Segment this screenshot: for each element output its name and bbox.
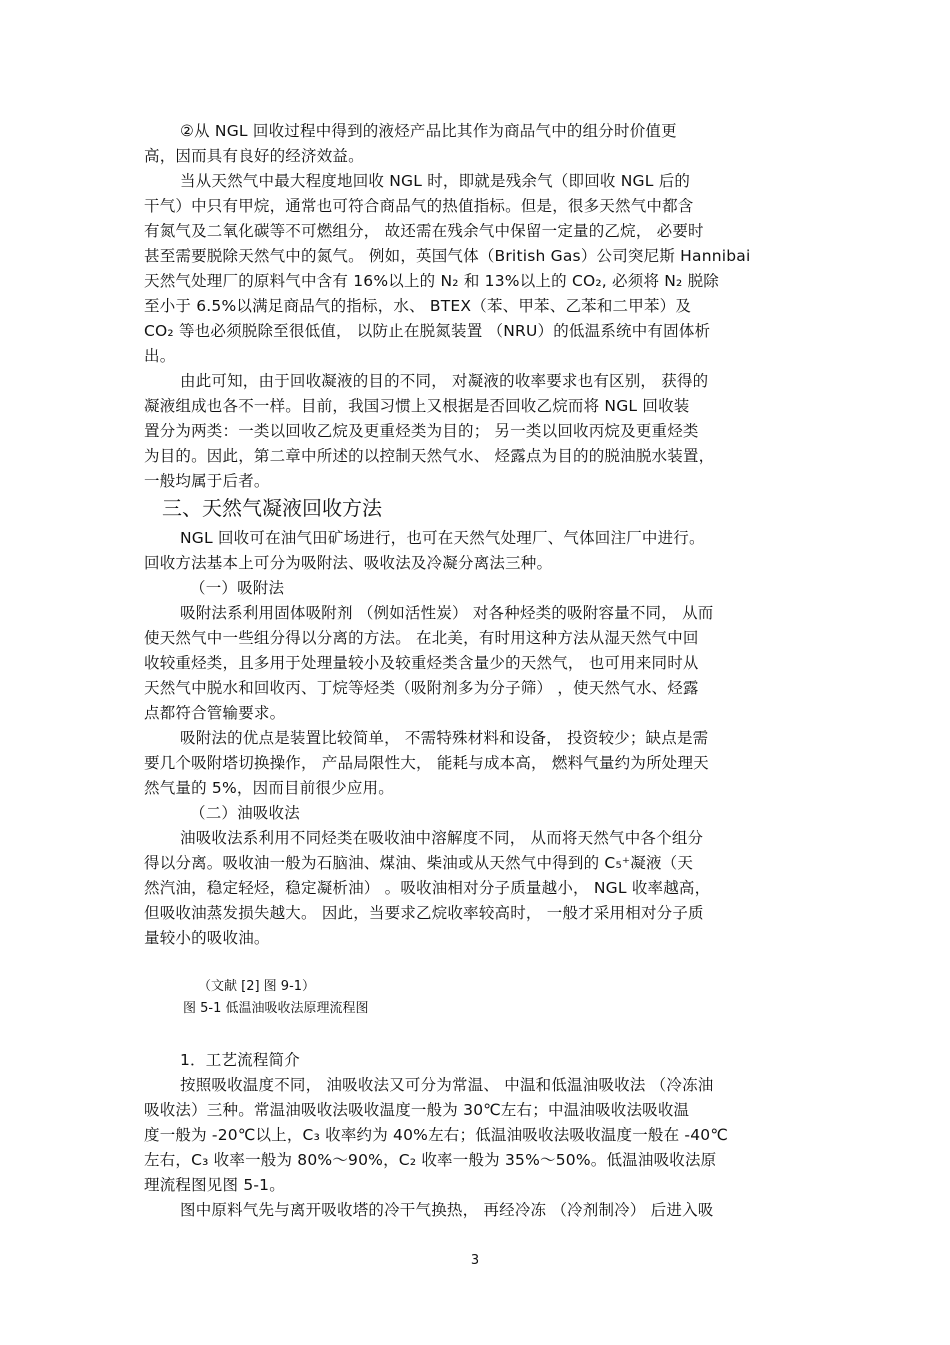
subsection-heading: （一）吸附法 bbox=[190, 579, 285, 597]
figure-caption: 图 5-1 低温油吸收法原理流程图 bbox=[183, 1001, 369, 1016]
text-line: NGL 回收可在油气田矿场进行，也可在天然气处理厂、气体回注厂中进行。 bbox=[180, 529, 705, 547]
text-line: 但吸收油蒸发损失越大。 因此，当要求乙烷收率较高时， 一般才采用相对分子质 bbox=[144, 904, 704, 922]
subsection-heading: 1．工艺流程简介 bbox=[180, 1051, 300, 1069]
text-line: 吸附法的优点是装置比较简单， 不需特殊材料和设备， 投资较少；缺点是需 bbox=[180, 729, 709, 747]
text-line: 度一般为 -20℃以上，C₃ 收率约为 40%左右；低温油吸收法吸收温度一般在 -40℃ bbox=[144, 1126, 728, 1144]
text-line: 甚至需要脱除天然气中的氮气。 例如，英国气体（British Gas）公司突尼斯 Hannibai bbox=[144, 247, 751, 265]
text-line: 吸附法系利用固体吸附剂 （例如活性炭） 对各种烃类的吸附容量不同， 从而 bbox=[180, 604, 714, 622]
text-line: 回收方法基本上可分为吸附法、吸收法及冷凝分离法三种。 bbox=[144, 554, 553, 572]
text-line: 收较重烃类，且多用于处理量较小及较重烃类含量少的天然气， 也可用来同时从 bbox=[144, 654, 699, 672]
text-line: 然气量的 5%，因而目前很少应用。 bbox=[144, 779, 394, 797]
text-line: 油吸收法系利用不同烃类在吸收油中溶解度不同， 从而将天然气中各个组分 bbox=[180, 829, 704, 847]
text-line: 为目的。因此，第二章中所述的以控制天然气水、 烃露点为目的的脱油脱水装置， bbox=[144, 447, 715, 465]
text-line: 吸收法）三种。常温油吸收法吸收温度一般为 30℃左右；中温油吸收法吸收温 bbox=[144, 1101, 690, 1119]
text-line: 置分为两类：一类以回收乙烷及更重烃类为目的； 另一类以回收丙烷及更重烃类 bbox=[144, 422, 699, 440]
text-line: 点都符合管输要求。 bbox=[144, 704, 286, 722]
text-line: 左右，C₃ 收率一般为 80%～90%，C₂ 收率一般为 35%～50%。低温油吸收法原 bbox=[144, 1151, 717, 1169]
section-heading: 三、天然气凝液回收方法 bbox=[162, 496, 382, 520]
text-line: 天然气处理厂的原料气中含有 16%以上的 N₂ 和 13%以上的 CO₂, 必须将 N₂ 脱除 bbox=[144, 272, 720, 290]
subsection-heading: （二）油吸收法 bbox=[190, 804, 300, 822]
text-line: 有氮气及二氧化碳等不可燃组分， 故还需在残余气中保留一定量的乙烷， 必要时 bbox=[144, 222, 704, 240]
text-line: 至小于 6.5%以满足商品气的指标，水、 BTEX（苯、甲苯、乙苯和二甲苯）及 bbox=[144, 297, 692, 315]
text-line: 按照吸收温度不同， 油吸收法又可分为常温、 中温和低温油吸收法 （冷冻油 bbox=[180, 1076, 714, 1094]
text-line: 高，因而具有良好的经济效益。 bbox=[144, 147, 364, 165]
text-line: 出。 bbox=[144, 347, 176, 365]
text-line: 当从天然气中最大程度地回收 NGL 时，即就是残余气（即回收 NGL 后的 bbox=[180, 172, 691, 190]
text-line: 由此可知，由于回收凝液的目的不同， 对凝液的收率要求也有区别， 获得的 bbox=[180, 372, 709, 390]
text-line: 使天然气中一些组分得以分离的方法。 在北美，有时用这种方法从湿天然气中回 bbox=[144, 629, 699, 647]
text-line: 得以分离。吸收油一般为石脑油、煤油、柴油或从天然气中得到的 C₅⁺凝液（天 bbox=[144, 854, 694, 872]
text-line: 要几个吸附塔切换操作， 产品局限性大， 能耗与成本高， 燃料气量约为所处理天 bbox=[144, 754, 709, 772]
text-line: 凝液组成也各不一样。目前，我国习惯上又根据是否回收乙烷而将 NGL 回收装 bbox=[144, 397, 690, 415]
text-line: 理流程图见图 5-1。 bbox=[144, 1176, 285, 1194]
text-line: CO₂ 等也必须脱除至很低值， 以防止在脱氮装置 （NRU）的低温系统中有固体析 bbox=[144, 322, 711, 340]
text-line: 一般均属于后者。 bbox=[144, 472, 270, 490]
text-line: ②从 NGL 回收过程中得到的液烃产品比其作为商品气中的组分时价值更 bbox=[180, 122, 677, 140]
text-line: 天然气中脱水和回收丙、丁烷等烃类（吸附剂多为分子筛） ，使天然气水、烃露 bbox=[144, 679, 699, 697]
figure-source: （文献 [2] 图 9-1） bbox=[198, 979, 316, 994]
text-line: 然汽油，稳定轻烃，稳定凝析油） 。吸收油相对分子质量越小， NGL 收率越高， bbox=[144, 879, 711, 897]
page-number: 3 bbox=[470, 1253, 480, 1268]
text-line: 干气）中只有甲烷，通常也可符合商品气的热值指标。但是，很多天然气中都含 bbox=[144, 197, 694, 215]
text-line: 量较小的吸收油。 bbox=[144, 929, 270, 947]
text-line: 图中原料气先与离开吸收塔的冷干气换热， 再经冷冻 （冷剂制冷） 后进入吸 bbox=[180, 1201, 714, 1219]
